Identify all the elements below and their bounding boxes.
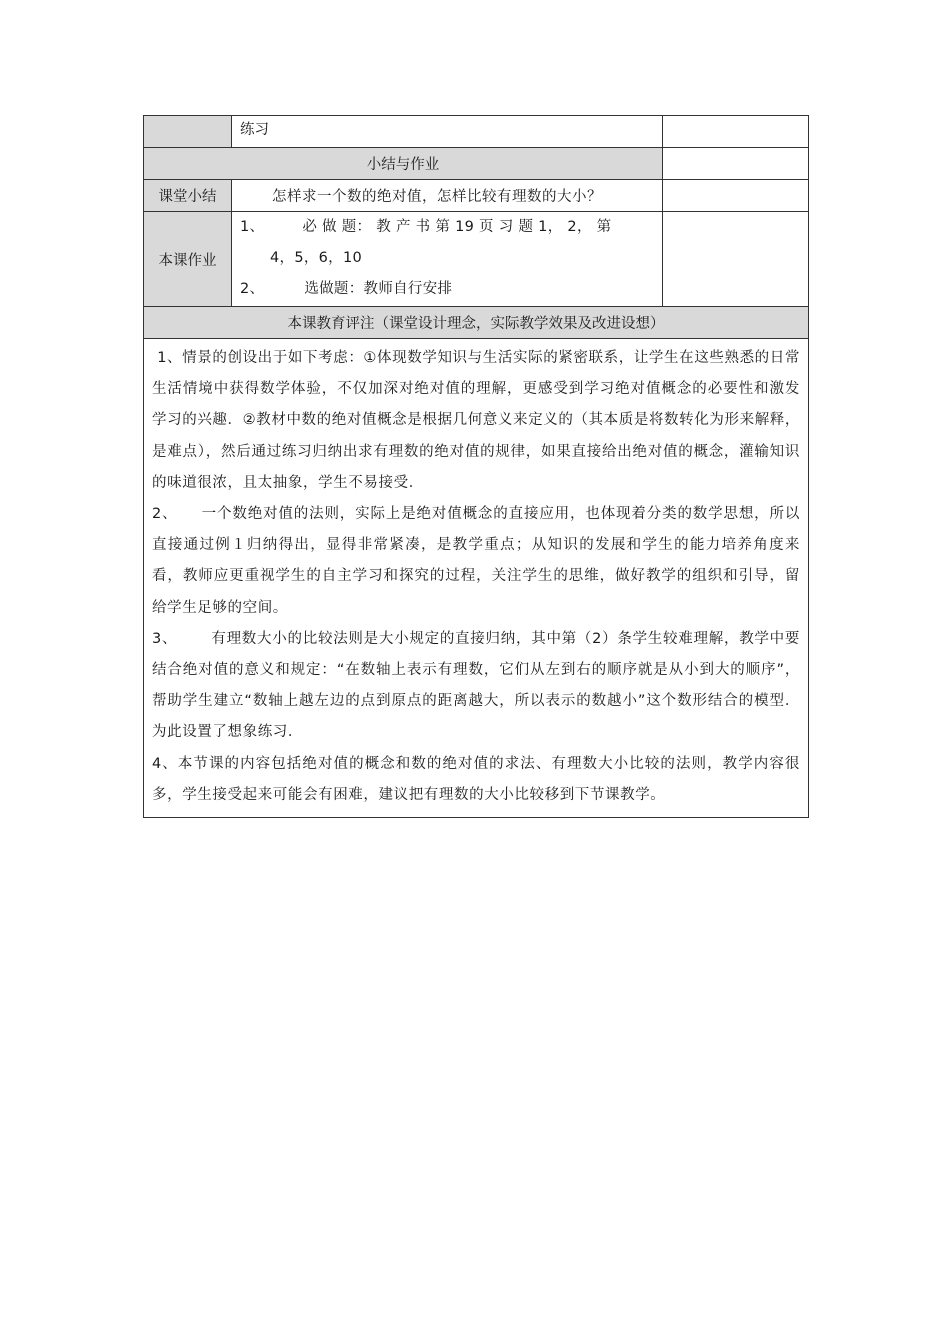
- class-summary-notes-cell: [663, 180, 809, 212]
- practice-label-cell: [144, 116, 232, 148]
- class-summary-label: 课堂小结: [144, 180, 232, 212]
- homework-item-1-text: 必 做 题： 教 产 书 第 19 页 习 题 1， 2， 第: [302, 219, 612, 235]
- homework-notes-cell: [663, 212, 809, 307]
- homework-item-1-continued: 4，5，6，10: [270, 250, 363, 266]
- evaluation-paragraph-4: 4、本节课的内容包括绝对值的概念和数的绝对值的求法、有理数大小比较的法则，教学内容很多，学生接受起来可能会有困难，建议把有理数的大小比较移到下节课教学。: [152, 755, 800, 803]
- evaluation-paragraph-3-number: 3、: [152, 630, 178, 647]
- homework-label: 本课作业: [144, 212, 232, 307]
- table-row-evaluation-header: [144, 307, 809, 339]
- evaluation-paragraph-1-text: 1、情景的创设出于如下考虑：①体现数学知识与生活实际的紧密联系，让学生在这些熟悉的日常生活情境中获得数学体验，不仅加深对绝对值的理解，更感受到学习绝对值概念的必要性和激发学习的兴趣．②教材中数的绝对值概念是根据几何意义来定义的（其本质是将数转化为形来解释，是难点），然后通过练习归纳出求有理数的绝对值的规律，如果直接给出绝对值的概念，灌输知识的味道很浓，且太抽象，学生不易接受．: [152, 350, 800, 491]
- evaluation-paragraph-1: [152, 343, 800, 499]
- evaluation-paragraph-2: [152, 499, 800, 624]
- summary-header-notes-cell: [663, 148, 809, 180]
- evaluation-paragraph-2-number: 2、: [152, 506, 178, 523]
- table-row-class-summary: [144, 180, 809, 212]
- table-row-practice: [144, 116, 809, 148]
- table-row-summary-header: [144, 148, 809, 180]
- table-row-homework: [144, 212, 809, 307]
- homework-item-1-number: 1、: [240, 219, 265, 235]
- homework-item-1: [240, 212, 654, 243]
- evaluation-paragraph-2-text: 一个数绝对值的法则，实际上是绝对值概念的直接应用，也体现着分类的数学思想，所以直接通过例１归纳得出，显得非常紧凑，是教学重点；从知识的发展和学生的能力培养角度来看，教师应更重视学生的自主学习和探究的过程，关注学生的思维，做好教学的组织和引导，留给学生足够的空间。: [152, 506, 800, 616]
- table-row-evaluation: [144, 339, 809, 818]
- evaluation-header: 本课教育评注（课堂设计理念，实际教学效果及改进设想）: [144, 307, 809, 339]
- practice-content-cell: 练习: [232, 116, 663, 148]
- lesson-plan-table: [143, 115, 809, 818]
- summary-homework-header: 小结与作业: [144, 148, 663, 180]
- class-summary-content: 怎样求一个数的绝对值，怎样比较有理数的大小？: [232, 180, 663, 212]
- homework-item-2-text: 选做题：教师自行安排: [304, 281, 453, 297]
- evaluation-paragraph-3-text: 有理数大小的比较法则是大小规定的直接归纳，其中第（2）条学生较难理解，教学中要结合绝对值的意义和规定：“在数轴上表示有理数，它们从左到右的顺序就是从小到大的顺序”，帮助学生建立“数轴上越左边的点到原点的距离越大，所以表示的数越小”这个数形结合的模型．为此设置了想象练习．: [152, 630, 800, 741]
- practice-notes-cell: [663, 116, 809, 148]
- homework-content: [232, 212, 663, 307]
- homework-item-2: [240, 274, 654, 305]
- evaluation-paragraph-3: [152, 624, 800, 749]
- evaluation-content: [144, 339, 809, 818]
- homework-item-2-number: 2、: [240, 281, 265, 297]
